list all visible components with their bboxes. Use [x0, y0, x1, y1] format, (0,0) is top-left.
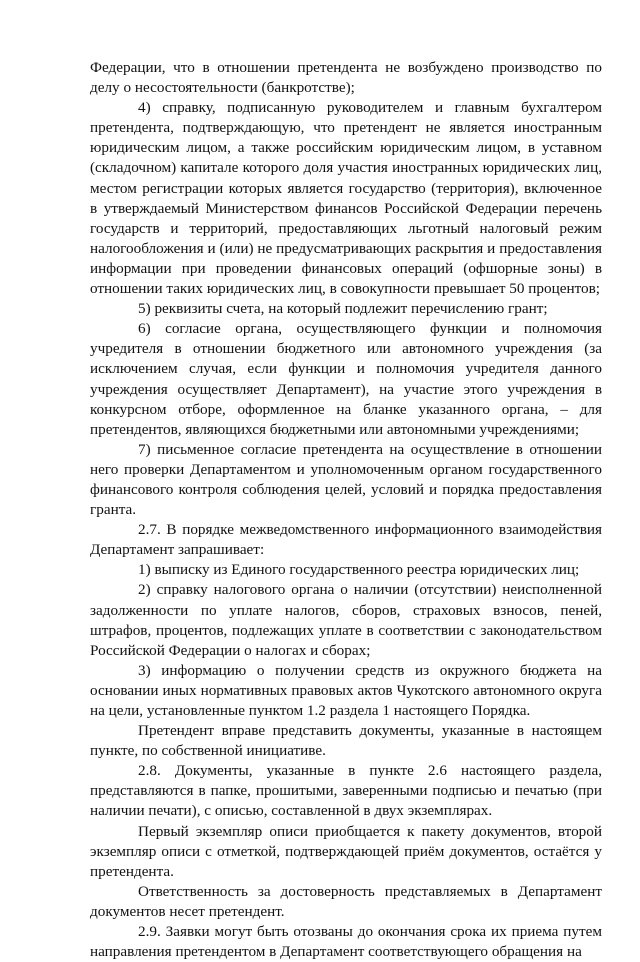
- paragraph-2-9: 2.9. Заявки могут быть отозваны до окончания срока их приема путем направления претендентом в Департамент соответствующего обращения на: [90, 923, 602, 961]
- paragraph-inventory-copies: Первый экземпляр описи приобщается к пакету документов, второй экземпляр описи с отметкой, подтверждающей приём документов, остаётся у претендента.: [90, 822, 602, 880]
- paragraph-2-7-item-1: 1) выписку из Единого государственного реестра юридических лиц;: [138, 561, 580, 579]
- paragraph-initiative: Претендент вправе представить документы, указанные в настоящем пункте, по собственной инициативе.: [90, 722, 602, 760]
- paragraph-2-7-item-2: 2) справку налогового органа о наличии (отсутствии) неисполненной задолженности по уплате налогов, сборов, страховых взносов, пеней, штрафов, процентов, подлежащих уплате в соответствии с законодательством Российской Федерации о налогах и сборах;: [90, 581, 602, 659]
- paragraph-item-7: 7) письменное согласие претендента на осуществление в отношении него проверки Департаментом и уполномоченным органом государственного финансового контроля соблюдения целей, условий и порядка предоставления гранта.: [90, 440, 602, 519]
- paragraph-item-6: 6) согласие органа, осуществляющего функции и полномочия учредителя в отношении бюджетного или автономного учреждения (за исключением случая, если функции и полномочия учредителя данного учреждения осуществляет Департамент), на участие этого учреждения в конкурсном отборе, оформленное на бланке указанного органа, – для претендентов, являющихся бюджетными или автономными учреждениями;: [90, 320, 602, 438]
- paragraph-item-4: 4) справку, подписанную руководителем и главным бухгалтером претендента, подтверждающую, что претендент не является иностранным юридическим лицом, а также российским юридическим лицом, в уставном (складочном) капитале которого доля участия иностранных юридических лиц, местом регистрации которых является государство (территория), включенное в утверждаемый Министерством финансов Российской Федерации перечень государств и территорий, предоставляющих льготный налоговый режим налогообложения и (или) не предусматривающих раскрытия и предоставления информации при проведении финансовых операций (офшорные зоны) в отношении таких юридических лиц, в совокупности превышает 50 процентов;: [90, 99, 602, 298]
- paragraph-2-7-item-3: 3) информацию о получении средств из окружного бюджета на основании иных нормативных правовых актов Чукотского автономного округа на цели, установленные пунктом 1.2 раздела 1 настоящего Порядка.: [90, 661, 602, 719]
- paragraph-continuation: Федерации, что в отношении претендента не возбуждено производство по делу о несостоятельности (банкротстве);: [90, 59, 602, 97]
- paragraph-item-5: 5) реквизиты счета, на который подлежит перечислению грант;: [138, 300, 548, 318]
- paragraph-2-7: 2.7. В порядке межведомственного информационного взаимодействия Департамент запрашивает:: [90, 521, 602, 559]
- paragraph-2-8: 2.8. Документы, указанные в пункте 2.6 настоящего раздела, представляются в папке, прошитыми, заверенными подписью и печатью (при наличии печати), с описью, составленной в двух экземплярах.: [90, 762, 602, 820]
- paragraph-responsibility: Ответственность за достоверность представляемых в Департамент документов несет претендент.: [90, 882, 602, 920]
